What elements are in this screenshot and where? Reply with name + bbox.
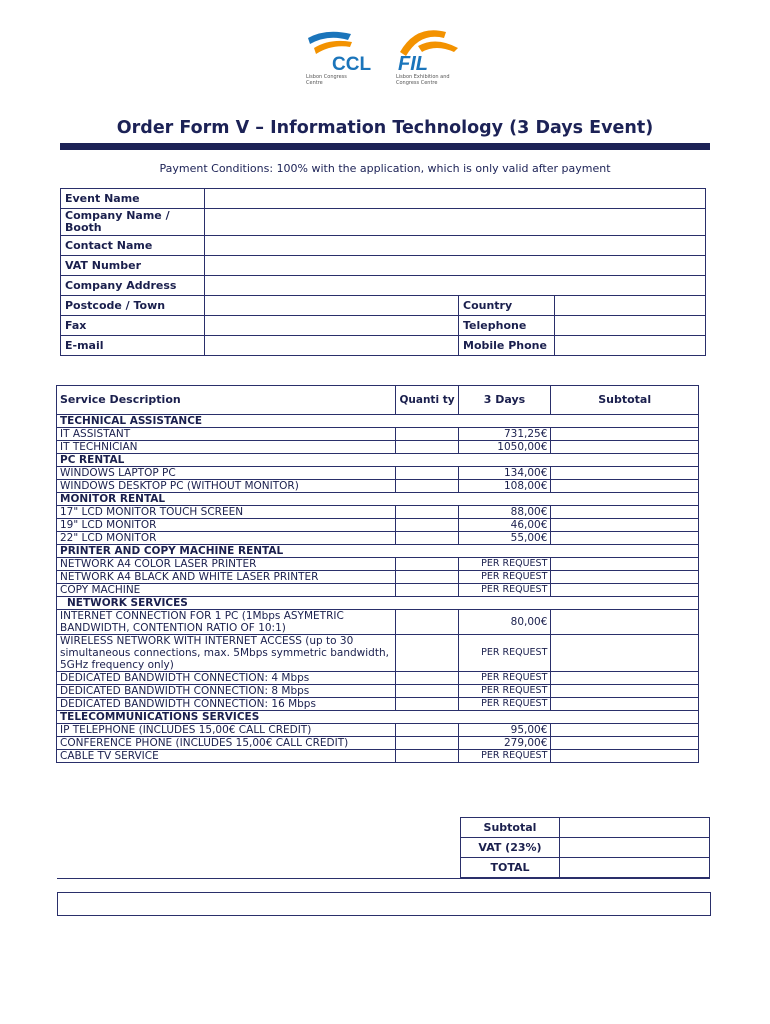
telephone-field[interactable]	[555, 316, 706, 336]
mobile-phone-field[interactable]	[555, 336, 706, 356]
services-table	[56, 385, 699, 763]
quantity-field[interactable]	[396, 685, 458, 698]
vat-number-label: VAT Number	[61, 256, 205, 276]
quantity-field[interactable]	[396, 558, 458, 571]
ccl-logo-text: CCL	[332, 54, 372, 74]
service-label: COPY MACHINE	[57, 584, 396, 597]
company-name-field[interactable]	[205, 209, 706, 236]
notes-box[interactable]	[57, 892, 711, 916]
service-row	[57, 506, 699, 519]
company-name-row	[61, 209, 706, 236]
subtotal-total-field[interactable]	[560, 818, 710, 838]
totals-table	[460, 817, 710, 878]
service-label: 22" LCD MONITOR	[57, 532, 396, 545]
section-technical-assistance	[57, 415, 699, 428]
subtotal-field[interactable]	[551, 428, 699, 441]
service-price: PER REQUEST	[458, 672, 551, 685]
fil-logo	[396, 26, 466, 92]
service-label: IT TECHNICIAN	[57, 441, 396, 454]
event-name-row	[61, 189, 706, 209]
service-price: PER REQUEST	[458, 750, 551, 763]
service-row	[57, 685, 699, 698]
event-name-field[interactable]	[205, 189, 706, 209]
service-price: 731,25€	[458, 428, 551, 441]
contact-name-row	[61, 236, 706, 256]
service-price: 108,00€	[458, 480, 551, 493]
subtotal-field[interactable]	[551, 724, 699, 737]
fax-label: Fax	[61, 316, 205, 336]
service-price: 1050,00€	[458, 441, 551, 454]
service-row	[57, 532, 699, 545]
section-monitor-rental	[57, 493, 699, 506]
company-address-label: Company Address	[61, 276, 205, 296]
service-label: INTERNET CONNECTION FOR 1 PC (1Mbps ASYMETRIC BANDWIDTH, CONTENTION RATIO OF 10:1)	[57, 610, 396, 635]
section-telecom-services	[57, 711, 699, 724]
service-price: PER REQUEST	[458, 685, 551, 698]
subtotal-field[interactable]	[551, 532, 699, 545]
ccl-logo-subtitle: Lisbon Congress Centre	[306, 74, 347, 86]
fil-logo-text: FIL	[398, 53, 428, 74]
service-price: PER REQUEST	[458, 571, 551, 584]
subtotal-field[interactable]	[551, 610, 699, 635]
service-row	[57, 428, 699, 441]
postcode-row	[61, 296, 706, 316]
subtotal-field[interactable]	[551, 750, 699, 763]
event-name-label: Event Name	[61, 189, 205, 209]
quantity-field[interactable]	[396, 610, 458, 635]
quantity-field[interactable]	[396, 532, 458, 545]
subtotal-field[interactable]	[551, 584, 699, 597]
subtotal-field[interactable]	[551, 737, 699, 750]
grand-total-field[interactable]	[560, 858, 710, 878]
contact-name-label: Contact Name	[61, 236, 205, 256]
form-title: Order Form V – Information Technology (3 Days Event)	[116, 118, 654, 138]
total-label: TOTAL	[461, 858, 560, 878]
email-field[interactable]	[205, 336, 459, 356]
service-label: IT ASSISTANT	[57, 428, 396, 441]
fax-field[interactable]	[205, 316, 459, 336]
subtotal-field[interactable]	[551, 467, 699, 480]
service-row	[57, 480, 699, 493]
quantity-field[interactable]	[396, 737, 458, 750]
service-price: 80,00€	[458, 610, 551, 635]
subtotal-field[interactable]	[551, 506, 699, 519]
quantity-field[interactable]	[396, 672, 458, 685]
postcode-field[interactable]	[205, 296, 459, 316]
contact-name-field[interactable]	[205, 236, 706, 256]
service-row	[57, 519, 699, 532]
postcode-label: Postcode / Town	[61, 296, 205, 316]
totals-subtotal-row	[461, 818, 710, 838]
section-title: TECHNICAL ASSISTANCE	[57, 415, 699, 428]
fax-row	[61, 316, 706, 336]
section-title: MONITOR RENTAL	[57, 493, 699, 506]
service-price: PER REQUEST	[458, 558, 551, 571]
email-label: E-mail	[61, 336, 205, 356]
title-rule	[60, 143, 710, 150]
telephone-label: Telephone	[459, 316, 555, 336]
totals-total-row	[461, 858, 710, 878]
subtotal-field[interactable]	[551, 571, 699, 584]
ccl-logo-mark	[306, 26, 376, 74]
logo-group	[300, 26, 470, 92]
service-label: NETWORK A4 BLACK AND WHITE LASER PRINTER	[57, 571, 396, 584]
country-label: Country	[459, 296, 555, 316]
company-name-label: Company Name / Booth	[61, 209, 205, 236]
service-label: WINDOWS DESKTOP PC (WITHOUT MONITOR)	[57, 480, 396, 493]
quantity-field[interactable]	[396, 441, 458, 454]
section-pc-rental	[57, 454, 699, 467]
service-row	[57, 571, 699, 584]
subtotal-field[interactable]	[551, 698, 699, 711]
header-subtotal: Subtotal	[551, 386, 699, 415]
service-price: PER REQUEST	[458, 635, 551, 672]
section-network-services	[57, 597, 699, 610]
service-price: PER REQUEST	[458, 584, 551, 597]
subtotal-field[interactable]	[551, 519, 699, 532]
service-row	[57, 635, 699, 672]
customer-info-table	[60, 188, 706, 356]
quantity-field[interactable]	[396, 571, 458, 584]
vat-number-field[interactable]	[205, 256, 706, 276]
header-price: 3 Days	[458, 386, 551, 415]
service-price: 95,00€	[458, 724, 551, 737]
quantity-field[interactable]	[396, 519, 458, 532]
company-address-row	[61, 276, 706, 296]
subtotal-label: Subtotal	[461, 818, 560, 838]
header-service-description: Service Description	[57, 386, 396, 415]
service-row	[57, 698, 699, 711]
quantity-field[interactable]	[396, 584, 458, 597]
mobile-phone-label: Mobile Phone	[459, 336, 555, 356]
fil-logo-subtitle: Lisbon Exhibition and Congress Centre	[396, 74, 450, 86]
service-price: 279,00€	[458, 737, 551, 750]
service-row	[57, 724, 699, 737]
section-title: PRINTER AND COPY MACHINE RENTAL	[57, 545, 699, 558]
service-row	[57, 584, 699, 597]
section-title: NETWORK SERVICES	[57, 597, 699, 610]
section-title: PC RENTAL	[57, 454, 699, 467]
service-label: 17" LCD MONITOR TOUCH SCREEN	[57, 506, 396, 519]
service-row	[57, 467, 699, 480]
service-row	[57, 441, 699, 454]
service-row	[57, 672, 699, 685]
section-printer-rental	[57, 545, 699, 558]
company-address-field[interactable]	[205, 276, 706, 296]
service-label: 19" LCD MONITOR	[57, 519, 396, 532]
service-price: 55,00€	[458, 532, 551, 545]
service-row	[57, 750, 699, 763]
service-label: WINDOWS LAPTOP PC	[57, 467, 396, 480]
quantity-field[interactable]	[396, 467, 458, 480]
quantity-field[interactable]	[396, 428, 458, 441]
fil-logo-mark	[396, 26, 466, 74]
service-row	[57, 558, 699, 571]
services-header-row	[57, 386, 699, 415]
quantity-field[interactable]	[396, 635, 458, 672]
service-price: PER REQUEST	[458, 698, 551, 711]
service-row	[57, 610, 699, 635]
section-title: TELECOMMUNICATIONS SERVICES	[57, 711, 699, 724]
payment-conditions: Payment Conditions: 100% with the application, which is only valid after payment	[159, 162, 611, 175]
vat-number-row	[61, 256, 706, 276]
service-label: IP TELEPHONE (INCLUDES 15,00€ CALL CREDIT)	[57, 724, 396, 737]
bottom-divider	[57, 878, 710, 879]
email-row	[61, 336, 706, 356]
service-label: CABLE TV SERVICE	[57, 750, 396, 763]
subtotal-field[interactable]	[551, 672, 699, 685]
service-row	[57, 737, 699, 750]
service-price: 134,00€	[458, 467, 551, 480]
service-label: DEDICATED BANDWIDTH CONNECTION: 4 Mbps	[57, 672, 396, 685]
vat-label: VAT (23%)	[461, 838, 560, 858]
quantity-field[interactable]	[396, 724, 458, 737]
totals-vat-row	[461, 838, 710, 858]
service-price: 88,00€	[458, 506, 551, 519]
vat-total-field[interactable]	[560, 838, 710, 858]
subtotal-field[interactable]	[551, 635, 699, 672]
quantity-field[interactable]	[396, 698, 458, 711]
subtotal-field[interactable]	[551, 558, 699, 571]
ccl-logo	[306, 26, 376, 92]
quantity-field[interactable]	[396, 750, 458, 763]
service-label: DEDICATED BANDWIDTH CONNECTION: 16 Mbps	[57, 698, 396, 711]
service-price: 46,00€	[458, 519, 551, 532]
service-label: DEDICATED BANDWIDTH CONNECTION: 8 Mbps	[57, 685, 396, 698]
service-label: WIRELESS NETWORK WITH INTERNET ACCESS (up to 30 simultaneous connections, max. 5Mbps symmetric bandwidth, 5GHz frequency only)	[57, 635, 396, 672]
quantity-field[interactable]	[396, 506, 458, 519]
header-quantity: Quanti ty	[396, 386, 458, 415]
service-label: CONFERENCE PHONE (INCLUDES 15,00€ CALL CREDIT)	[57, 737, 396, 750]
subtotal-field[interactable]	[551, 480, 699, 493]
subtotal-field[interactable]	[551, 441, 699, 454]
country-field[interactable]	[555, 296, 706, 316]
quantity-field[interactable]	[396, 480, 458, 493]
service-label: NETWORK A4 COLOR LASER PRINTER	[57, 558, 396, 571]
subtotal-field[interactable]	[551, 685, 699, 698]
